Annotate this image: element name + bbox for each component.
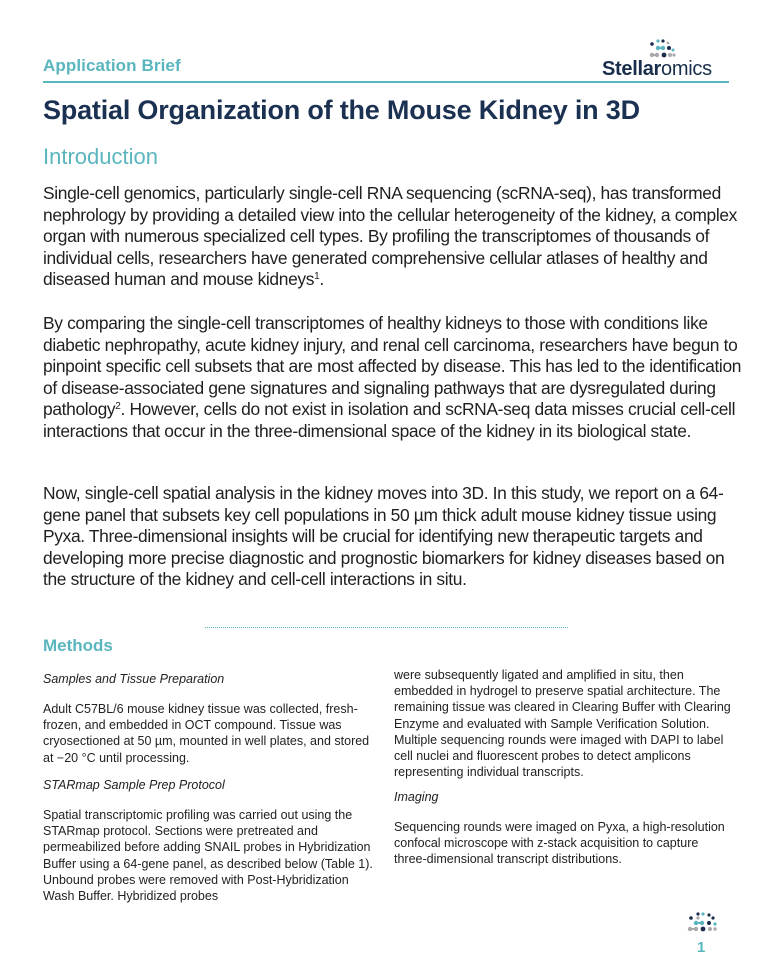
page-number: 1 (697, 939, 706, 956)
stellaromics-logo (598, 38, 730, 80)
section-divider (205, 627, 568, 628)
paragraph-text: Now, single-cell spatial analysis in the kidney moves into 3D. In this study, we report on a 64-gene panel that subsets key cell populations in 50 µm thick adult mouse kidney tissue using Pyxa. Three-dimensional insights will be crucial for identifying new therapeutic targets and developing more precise diagnostic and prognostic biomarkers for kidney diseases based on the structure of the kidney and cell-cell interactions in situ. (43, 483, 725, 589)
paragraph-text-end: . However, cells do not exist in isolation and scRNA-seq data misses crucial cell-cell interactions that occur in the three-dimensional space of the kidney in its biological state. (43, 399, 736, 441)
samples-body: Adult C57BL/6 mouse kidney tissue was collected, fresh-frozen, and embedded in OCT compound. Tissue was cryosectioned at 50 µm, mounted in well plates, and stored at −20 °C until processing. (43, 702, 370, 765)
logo-text-bold: Stellar (602, 58, 662, 80)
logo-dots-icon (642, 38, 678, 60)
paragraph-text: Single-cell genomics, particularly single-cell RNA sequencing (scRNA-seq), has transformed nephrology by providing a detailed view into the cellular heterogeneity of the kidney, a complex organ with numerous specialized cell types. By profiling the transcriptomes of thousands of individual cells, researchers have generated comprehensive cellular atlases of healthy and diseased human and mouse kidneys (43, 183, 738, 289)
intro-paragraph-3 (43, 483, 743, 591)
logo-text-regular: omics (661, 58, 712, 80)
intro-paragraph-1 (43, 183, 743, 291)
starmap-body-continued: were subsequently ligated and amplified in situ, then embedded in hydrogel to preserve spatial architecture. The remaining tissue was cleared in Clearing Buffer with Clearing Enzyme and evaluated with Sample Verification Solution. Multiple sequencing rounds were imaged with DAPI to label cell nuclei and fluorescent probes to detect amplicons representing individual transcripts. (394, 668, 731, 780)
methods-heading: Methods (43, 636, 113, 655)
subheading-starmap: STARmap Sample Prep Protocol (43, 778, 225, 792)
footer-logo-dots-icon (685, 910, 721, 934)
starmap-body: Spatial transcriptomic profiling was carried out using the STARmap protocol. Sections were pretreated and permeabilized before adding SNAIL probes in Hybridization Buffer using a 64-gene panel, as described below (Table 1). Unbound probes were removed with Post-Hybridization Wash Buffer. Hybridized probes (43, 808, 373, 904)
page-title: Spatial Organization of the Mouse Kidney in 3D (43, 95, 640, 125)
logo-wordmark (602, 58, 712, 81)
paragraph-text-end: . (319, 269, 324, 289)
introduction-heading: Introduction (43, 144, 158, 169)
subheading-samples: Samples and Tissue Preparation (43, 672, 225, 686)
reference-superscript: 2 (115, 401, 121, 412)
imaging-body: Sequencing rounds were imaged on Pyxa, a high-resolution confocal microscope with z-stack acquisition to capture three-dimensional transcript distributions. (394, 820, 725, 867)
reference-superscript: 1 (314, 271, 320, 282)
document-type-label: Application Brief (43, 56, 181, 75)
intro-paragraph-2 (43, 313, 743, 442)
paragraph-text: By comparing the single-cell transcriptomes of healthy kidneys to those with conditions like diabetic nephropathy, acute kidney injury, and renal cell carcinoma, researchers have begun to pinpoint specific cell subsets that are most affected by disease. This has led to the identification of disease-associated gene signatures and signaling pathways that are dysregulated during pathology (43, 313, 742, 419)
subheading-imaging: Imaging (394, 790, 439, 804)
header-divider (43, 81, 729, 83)
